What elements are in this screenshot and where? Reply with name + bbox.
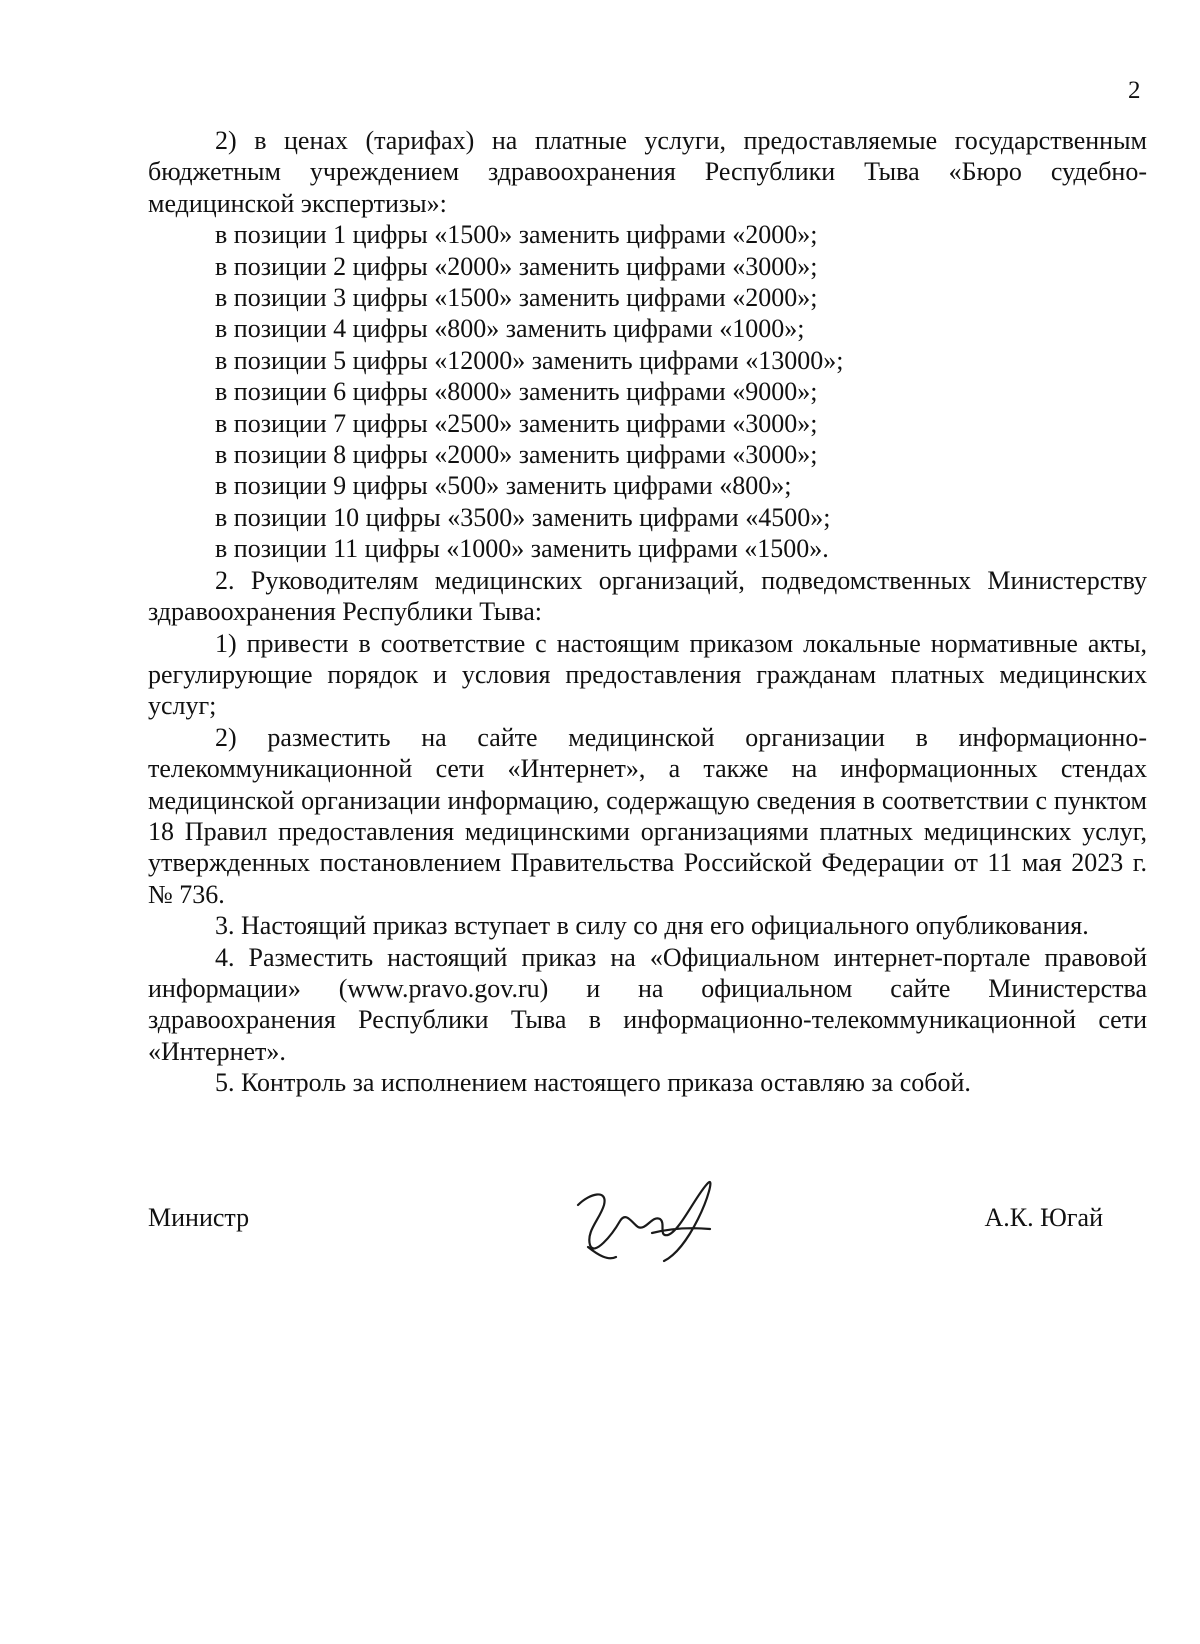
signature-block [148,1185,1103,1265]
list-item: в позиции 9 цифры «500» заменить цифрами «800»; [215,471,792,501]
signatory-name: А.К. Югай [984,1203,1103,1232]
paragraph-align-local-acts: 1) привести в соответствие с настоящим приказом локальные нормативные акты, регулирующие порядок и условия предоставления гражданам платных медицинских услуг; [148,628,1147,721]
list-item: в позиции 11 цифры «1000» заменить цифрами «1500». [215,534,829,564]
list-item: в позиции 2 цифры «2000» заменить цифрами «3000»; [215,251,818,281]
document-body [148,125,1147,1099]
paragraph-heads-of-organizations: 2. Руководителям медицинских организаций, подведомственных Министерству здравоохранения Республики Тыва: [148,565,1147,627]
list-item: в позиции 4 цифры «800» заменить цифрами «1000»; [215,314,805,344]
handwritten-signature [568,1175,718,1265]
paragraph-publish-info: 2) разместить на сайте медицинской организации в информационно-телекоммуникационной сети «Интернет», а также на информационных стендах медицинской организации информацию, содержащую сведения в соответствии с пунктом 18 Правил предоставления медицинскими организациями платных медицинских услуг, утвержденных постановлением Правительства Российской Федерации от 11 мая 2023 г. № 736. [148,722,1147,909]
list-item: в позиции 6 цифры «8000» заменить цифрами «9000»; [215,377,818,407]
list-item: в позиции 5 цифры «12000» заменить цифрами «13000»; [215,345,844,375]
signatory-title: Министр [148,1203,250,1232]
list-item: в позиции 10 цифры «3500» заменить цифрами «4500»; [215,502,831,532]
paragraph-control: 5. Контроль за исполнением настоящего приказа оставляю за собой. [215,1068,971,1098]
page-number: 2 [1128,77,1141,104]
list-item: в позиции 7 цифры «2500» заменить цифрами «3000»; [215,408,818,438]
list-item: в позиции 8 цифры «2000» заменить цифрами «3000»; [215,440,818,470]
list-item: в позиции 1 цифры «1500» заменить цифрами «2000»; [215,220,818,250]
paragraph-publication: 4. Разместить настоящий приказ на «Официальном интернет-портале правовой информации» (www.pravo.gov.ru) и на официальном сайте Министерства здравоохранения Республики Тыва в информационно-телекоммуникационной сети «Интернет». [148,942,1147,1066]
paragraph-effective-date: 3. Настоящий приказ вступает в силу со дня его официального опубликования. [215,911,1089,941]
paragraph-prices-tariffs: 2) в ценах (тарифах) на платные услуги, предоставляемые государственным бюджетным учреждением здравоохранения Республики Тыва «Бюро судебно-медицинской экспертизы»: [148,126,1147,218]
list-item: в позиции 3 цифры «1500» заменить цифрами «2000»; [215,283,818,313]
